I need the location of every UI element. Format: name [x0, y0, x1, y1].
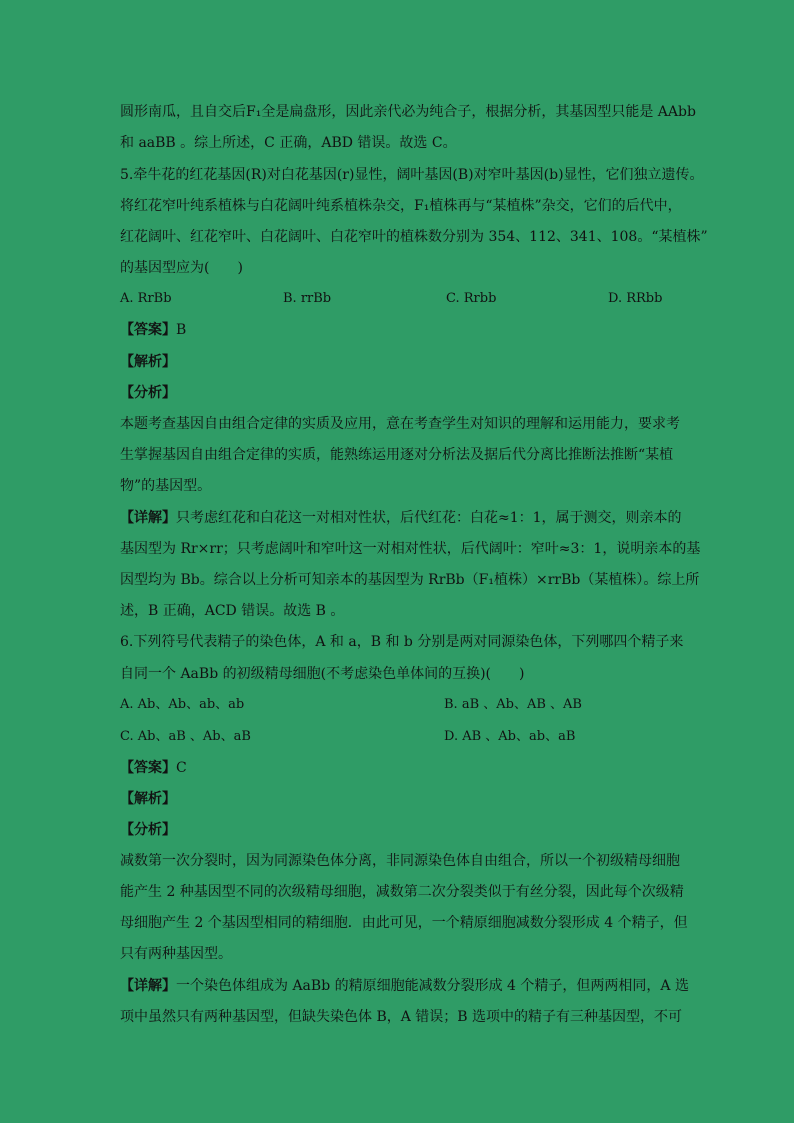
q6-answer: [120, 758, 674, 778]
q6-fenxi-heading: 【分析】: [120, 822, 176, 838]
q5-stem-line: 红花阔叶、红花窄叶、白花阔叶、白花窄叶的植株数分别为 354、112、341、108。“某植株”: [120, 229, 708, 245]
answer-value: C: [176, 760, 187, 776]
q6-detail-line: [120, 976, 689, 996]
detail-tag: 【详解】: [120, 978, 176, 994]
q6-option-a: A. Ab、Ab、ab、ab: [120, 697, 245, 712]
q6-analysis-line: 母细胞产生 2 个基因型相同的精细胞．由此可见，一个精原细胞减数分裂形成 4 个精子，但: [120, 915, 688, 931]
text-line: 和 aaBB 。综上所述，C 正确，ABD 错误。故选 C。: [120, 135, 457, 151]
q5-answer: [120, 320, 674, 340]
q6-stem-line: 自同一个 AaBb 的初级精母细胞(不考虑染色单体间的互换)( ): [120, 666, 525, 682]
q5-stem-line: 的基因型应为( ): [120, 260, 243, 276]
detail-text: 只考虑红花和白花这一对相对性状，后代红花：白花≈1：1，属于测交，则亲本的: [176, 510, 682, 526]
q5-analysis-line: 物”的基因型。: [120, 478, 212, 494]
q5-detail-line: 因型均为 Bb。综合以上分析可知亲本的基因型为 RrBb（F₁植株）×rrBb（某植株）。综上所: [120, 572, 700, 588]
q6-option-d: D. AB 、Ab、ab、aB: [444, 729, 576, 744]
q5-fenxi-heading: 【分析】: [120, 385, 176, 401]
q5-analysis-line: 生掌握基因自由组合定律的实质，能熟练运用逐对分析法及据后代分离比推断法推断“某植: [120, 447, 674, 463]
q5-detail-line: 基因型为 Rr×rr；只考虑阔叶和窄叶这一对相对性状，后代阔叶：窄叶≈3：1，说明亲本的基: [120, 541, 701, 557]
q6-analysis-line: 减数第一次分裂时，因为同源染色体分离，非同源染色体自由组合，所以一个初级精母细胞: [120, 853, 680, 869]
q6-option-c: C. Ab、aB 、Ab、aB: [120, 729, 251, 744]
answer-tag: 【答案】: [120, 760, 176, 776]
answer-value: B: [176, 322, 187, 338]
q5-stem-line: 5.牵牛花的红花基因(R)对白花基因(r)显性，阔叶基因(B)对窄叶基因(b)显性，它们独立遗传。: [120, 167, 704, 183]
q5-option-a: A. RrBb: [120, 291, 172, 306]
q5-option-c: C. Rrbb: [446, 291, 497, 306]
detail-text: 一个染色体组成为 AaBb 的精原细胞能减数分裂形成 4 个精子，但两两相同，A 选: [176, 978, 689, 994]
detail-tag: 【详解】: [120, 510, 176, 526]
q5-stem-line: 将红花窄叶纯系植株与白花阔叶纯系植株杂交，F₁植株再与“某植株”杂交，它们的后代中，: [120, 198, 682, 214]
q6-jiexi-heading: 【解析】: [120, 791, 176, 807]
answer-tag: 【答案】: [120, 322, 176, 338]
q6-option-b: B. aB 、Ab、AB 、AB: [444, 697, 582, 712]
q5-option-b: B. rrBb: [283, 291, 332, 306]
q5-option-d: D. RRbb: [608, 291, 663, 306]
q6-analysis-line: 只有两种基因型。: [120, 946, 232, 962]
q5-analysis-line: 本题考查基因自由组合定律的实质及应用，意在考查学生对知识的理解和运用能力，要求考: [120, 416, 680, 432]
q6-analysis-line: 能产生 2 种基因型不同的次级精母细胞，减数第二次分裂类似于有丝分裂，因此每个次级精: [120, 884, 684, 900]
q6-detail-line: 项中虽然只有两种基因型，但缺失染色体 B，A 错误；B 选项中的精子有三种基因型，不可: [120, 1009, 683, 1025]
q6-stem-line: 6.下列符号代表精子的染色体，A 和 a，B 和 b 分别是两对同源染色体，下列哪四个精子来: [120, 634, 684, 650]
q5-detail-line: [120, 508, 682, 528]
q5-jiexi-heading: 【解析】: [120, 354, 176, 370]
q5-detail-line: 述，B 正确，ACD 错误。故选 B 。: [120, 603, 345, 619]
text-line: 圆形南瓜，且自交后F₁全是扁盘形，因此亲代必为纯合子，根据分析，其基因型只能是 AAbb: [120, 104, 696, 120]
